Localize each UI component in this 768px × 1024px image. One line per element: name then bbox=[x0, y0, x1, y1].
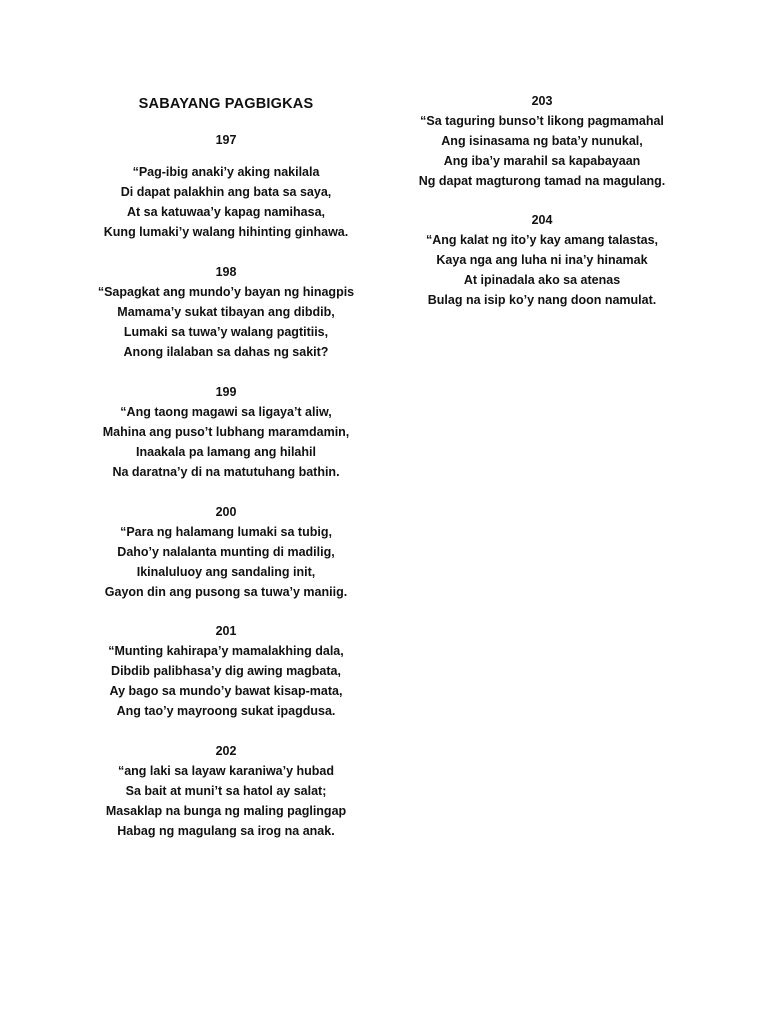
stanza-199 bbox=[76, 382, 376, 482]
stanza-line: “Sa taguring bunso’t likong pagmamahal bbox=[420, 114, 664, 128]
stanza-line: Bulag na isip ko’y nang doon namulat. bbox=[427, 293, 657, 307]
stanza-line: “Para ng halamang lumaki sa tubig, bbox=[120, 525, 332, 539]
stanza-line: Ang isinasama ng bata’y nunukal, bbox=[441, 134, 643, 148]
stanza-number: 201 bbox=[215, 624, 237, 638]
stanza-number: 202 bbox=[215, 744, 237, 758]
stanza-203 bbox=[392, 91, 692, 191]
stanza-200 bbox=[76, 502, 376, 602]
stanza-line: Daho’y nalalanta munting di madilig, bbox=[117, 545, 335, 559]
stanza-line: Inaakala pa lamang ang hilahil bbox=[136, 445, 316, 459]
stanza-number: 203 bbox=[531, 94, 553, 108]
stanza-line: “ang laki sa layaw karaniwa’y hubad bbox=[117, 764, 335, 778]
stanza-line: Mahina ang puso’t lubhang maramdamin, bbox=[102, 425, 350, 439]
stanza-line: “Ang kalat ng ito’y kay amang talastas, bbox=[425, 233, 659, 247]
stanza-line: “Ang taong magawi sa ligaya’t aliw, bbox=[120, 405, 332, 419]
stanza-number: 198 bbox=[215, 265, 237, 279]
stanza-line: Masaklap na bunga ng maling paglingap bbox=[105, 804, 347, 818]
stanza-line: Ang iba’y marahil sa kapabayaan bbox=[443, 154, 641, 168]
stanza-number: 200 bbox=[215, 505, 237, 519]
stanza-line: Sa bait at muni’t sa hatol ay salat; bbox=[125, 784, 327, 798]
stanza-204 bbox=[392, 210, 692, 310]
stanza-number: 199 bbox=[215, 385, 237, 399]
stanza-number: 204 bbox=[531, 213, 553, 227]
stanza-line: Ng dapat magturong tamad na magulang. bbox=[418, 174, 666, 188]
stanza-line: “Munting kahirapa’y mamalakhing dala, bbox=[108, 644, 344, 658]
stanza-line: Ikinaluluoy ang sandaling init, bbox=[136, 565, 316, 579]
stanza-line: Gayon din ang pusong sa tuwa’y maniig. bbox=[104, 585, 348, 599]
stanza-198 bbox=[76, 262, 376, 362]
stanza-line: Kung lumaki’y walang hihinting ginhawa. bbox=[103, 225, 349, 239]
stanza-line: At ipinadala ako sa atenas bbox=[463, 273, 621, 287]
stanza-line: Kaya nga ang luha ni ina’y hinamak bbox=[436, 253, 648, 267]
page-title: SABAYANG PAGBIGKAS bbox=[138, 96, 314, 112]
stanza-202 bbox=[76, 741, 376, 841]
stanza-line: Ang tao’y mayroong sukat ipagdusa. bbox=[116, 704, 336, 718]
stanza-line: Dibdib palibhasa’y dig awing magbata, bbox=[111, 664, 341, 678]
stanza-line: Di dapat palakhin ang bata sa saya, bbox=[120, 185, 332, 199]
stanza-line: Anong ilalaban sa dahas ng sakit? bbox=[123, 345, 329, 359]
stanza-line: “Pag-ibig anaki’y aking nakilala bbox=[132, 165, 320, 179]
stanza-201 bbox=[76, 621, 376, 721]
stanza-line: Ay bago sa mundo’y bawat kisap-mata, bbox=[109, 684, 343, 698]
stanza-line: Mamama’y sukat tibayan ang dibdib, bbox=[117, 305, 335, 319]
stanza-line: Na daratna’y di na matutuhang bathin. bbox=[112, 465, 340, 479]
stanza-number: 197 bbox=[215, 133, 237, 147]
stanza-line: Habag ng magulang sa irog na anak. bbox=[117, 824, 335, 838]
stanza-line: “Sapagkat ang mundo’y bayan ng hinagpis bbox=[97, 285, 355, 299]
stanza-line: At sa katuwaa’y kapag namihasa, bbox=[126, 205, 325, 219]
stanza-line: Lumaki sa tuwa’y walang pagtitiis, bbox=[123, 325, 329, 339]
stanza-197 bbox=[76, 130, 376, 242]
